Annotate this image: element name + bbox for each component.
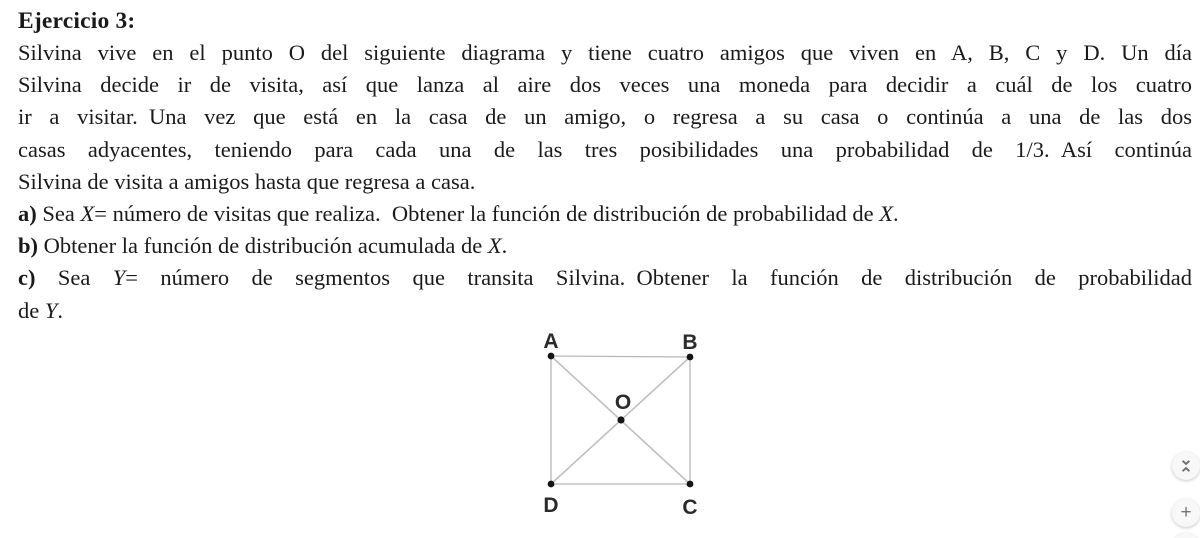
item-b-label: b) [18,233,39,259]
item-b-text: Obtener la función de distribución acumulada de [38,233,488,259]
square-diagram [528,320,718,525]
item-c-text-mid: = número de segmentos que transita Silvina. Obtener la función de distribución de probabilidad [125,265,1192,291]
label-o: O [614,391,632,414]
dot-b [687,354,694,361]
item-a-text-end: . [892,201,899,227]
collapse-vertical-icon [1179,459,1193,473]
item-c-text-pre: Sea [35,265,113,291]
math-var-y: Y [44,297,58,323]
item-a-text-pre: Sea [36,201,81,227]
item-a-label: a) [18,201,37,227]
math-var-x: X [487,233,502,259]
paragraph-line-2: Silvina decide ir de visita, así que lanza al aire dos veces una moneda para decidir a cuál de los cuatro [18,72,1192,98]
item-c-label: c) [18,265,36,291]
item-c-line-1 [18,262,1192,294]
exercise-title: Ejercicio 3: [18,8,136,34]
item-a-text-mid: = número de visitas que realiza. Obtener la función de distribución de probabilidad de [94,201,880,227]
paragraph-line-4: casas adyacentes, teniendo para cada una de las tres posibilidades una probabilidad de 1/3. Así continúa [18,136,1192,162]
plus-icon: + [1180,501,1192,523]
math-var-x: X [879,201,893,227]
label-b: B [682,331,698,354]
item-c-cont-text: de [18,297,45,323]
dot-d [548,481,555,488]
paragraph-line-1: Silvina vive en el punto O del siguiente diagrama y tiene cuatro amigos que viven en A, B, C y D. Un día [18,40,1192,65]
label-d: D [543,494,559,517]
item-b-line [18,230,1192,262]
dot-o [617,416,624,423]
item-a-line [18,198,1192,230]
exercise-document [18,5,1192,327]
math-var-y: Y [112,265,126,291]
paragraph-line-3: ir a visitar. Una vez que está en la casa de un amigo, o regresa a su casa o continúa a una de las dos [18,104,1192,130]
label-c: C [682,496,698,519]
fit-to-page-button[interactable] [1172,452,1200,480]
label-a: A [543,330,559,353]
paragraph-line-5: Silvina de visita a amigos hasta que regresa a casa. [18,168,476,194]
zoom-out-button[interactable] [1172,533,1200,538]
math-var-x: X [80,201,95,227]
dot-c [687,481,694,488]
dot-a [548,353,555,360]
zoom-in-button[interactable] [1172,499,1200,527]
item-c-cont-end: . [57,297,64,323]
item-b-text-end: . [501,233,508,259]
